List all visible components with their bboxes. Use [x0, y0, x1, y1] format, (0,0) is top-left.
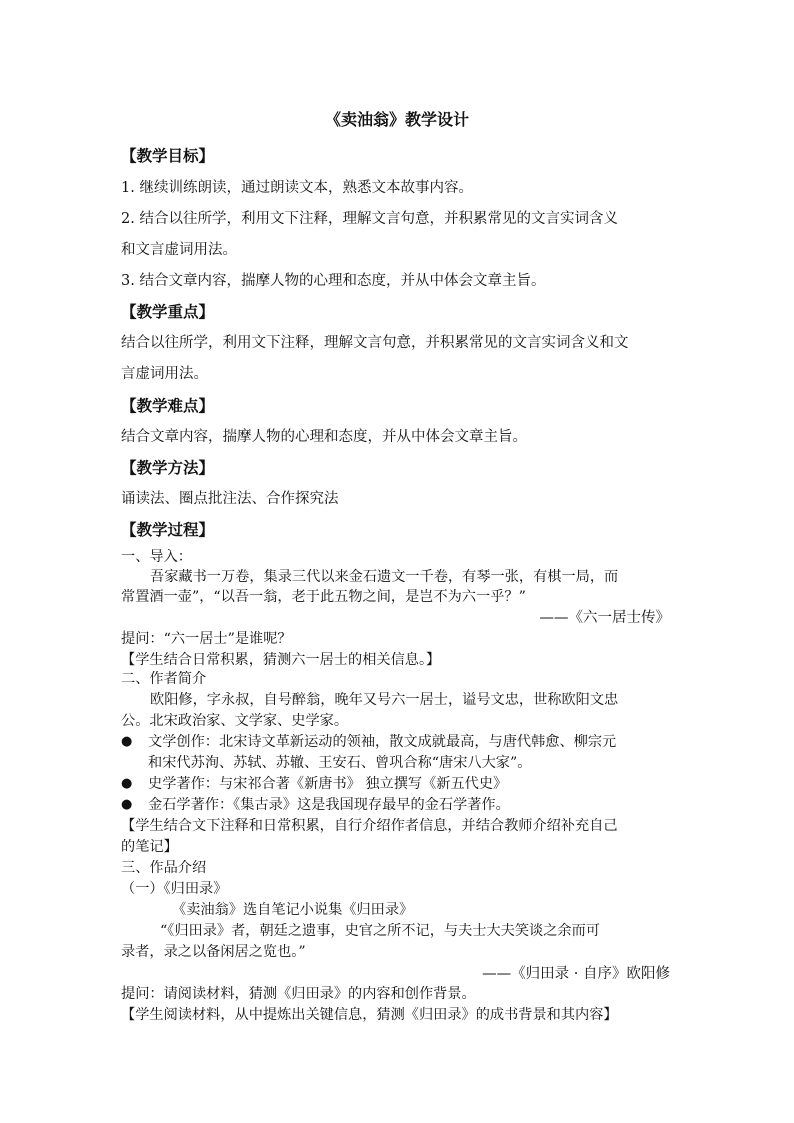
objectives-heading: 【教学目标】	[121, 146, 215, 165]
author-bullet: 和宋代苏洵、苏轼、苏辙、王安石、曾巩合称“唐宋八大家”。	[148, 755, 532, 771]
author-bullet: 金石学著作：《集古录》这是我国现存最早的金石学著作。	[148, 797, 510, 813]
author-heading: 二、作者简介	[121, 671, 207, 687]
key-points-text: 结合以往所学，利用文下注释，理解文言句意，并积累常见的文言实词含义和文	[121, 335, 629, 351]
key-points-heading: 【教学重点】	[121, 302, 215, 321]
intro-quote: 常置酒一壶”，“以吾一翁，老于此五物之间，是岂不为六一乎？”	[121, 589, 526, 605]
methods-heading: 【教学方法】	[121, 458, 215, 477]
work-quote: 录者，录之以备闲居之览也。”	[121, 944, 306, 960]
process-heading: 【教学过程】	[121, 520, 215, 539]
document-title: 《卖油翁》教学设计	[324, 110, 469, 129]
key-points-text: 言虚词用法。	[121, 366, 208, 382]
author-bullet: 文学创作：北宋诗文革新运动的领袖，散文成就最高，与唐代韩愈、柳宗元	[148, 734, 617, 750]
difficulties-heading: 【教学难点】	[121, 396, 215, 415]
objective-item: 2. 结合以往所学，利用文下注释，理解文言句意，并积累常见的文言实词含义	[121, 211, 618, 227]
work-heading: 三、作品介绍	[121, 860, 207, 876]
intro-heading: 一、导入：	[121, 549, 192, 565]
author-text: 欧阳修，字永叔，自号醉翁，晚年又号六一居士，谥号文忠，世称欧阳文忠	[150, 692, 619, 708]
intro-activity: 【学生结合日常积累，猜测六一居士的相关信息。】	[121, 652, 441, 668]
bullet-icon: ●	[121, 734, 133, 749]
author-bullet: 史学著作：与宋祁合著《新唐书》 独立撰写《新五代史》	[148, 776, 508, 792]
author-text: 公。北宋政治家、文学家、史学家。	[121, 713, 349, 729]
objective-item: 和文言虚词用法。	[121, 242, 237, 258]
bullet-icon: ●	[121, 797, 133, 812]
intro-question: 提问：“六一居士”是谁呢？	[121, 631, 292, 647]
methods-text: 诵读法、圈点批注法、合作探究法	[121, 491, 339, 507]
author-activity: 【学生结合文下注释和日常积累，自行介绍作者信息，并结合教师介绍补充自己	[121, 818, 618, 834]
work-quote: “《归田录》者，朝廷之遗事，史官之所不记，与夫士大夫笑谈之余而可	[160, 923, 600, 939]
work-question: 提问：请阅读材料，猜测《归田录》的内容和创作背景。	[121, 986, 476, 1002]
intro-source: ——《六一居士传》	[539, 610, 670, 626]
work-source: ——《归田录 · 自序》欧阳修	[482, 966, 670, 982]
work-text: 《卖油翁》选自笔记小说集《归田录》	[172, 902, 414, 918]
bullet-icon: ●	[121, 776, 133, 791]
author-activity: 的笔记】	[121, 839, 178, 855]
difficulties-text: 结合文章内容，揣摩人物的心理和态度，并从中体会文章主旨。	[121, 429, 527, 445]
objective-item: 1. 继续训练朗读，通过朗读文本，熟悉文本故事内容。	[121, 180, 473, 196]
intro-quote: 吾家藏书一万卷，集录三代以来金石遗文一千卷，有琴一张，有棋一局，而	[150, 569, 619, 585]
work-activity: 【学生阅读材料，从中提炼出关键信息，猜测《归田录》的成书背景和其内容】	[121, 1007, 618, 1023]
work-sub-heading: （一）《归田录》	[121, 881, 228, 897]
objective-item: 3. 结合文章内容，揣摩人物的心理和态度，并从中体会文章主旨。	[121, 273, 546, 289]
